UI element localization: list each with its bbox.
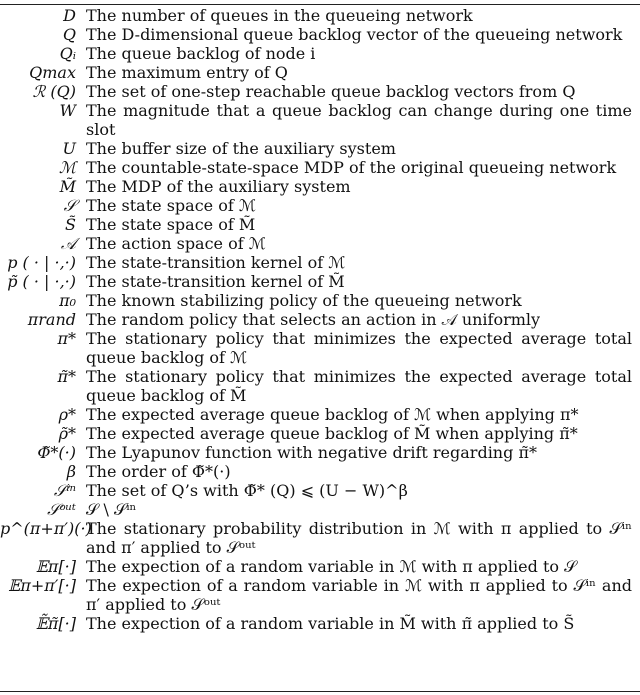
description-cell: The expection of a random variable in M̃ with π̃ applied to S̃ (86, 614, 575, 633)
table-row (0, 405, 640, 424)
table-row (0, 443, 640, 462)
symbol-cell: 𝔼̃π̃[·] (35, 614, 76, 633)
table-row (0, 500, 640, 519)
symbol-cell: p ( · | ·,·) (7, 253, 76, 272)
symbol-cell: π₀ (59, 291, 76, 310)
symbol-cell: D (63, 6, 76, 25)
description-cell: The number of queues in the queueing network (86, 6, 473, 25)
description-cell: The Lyapunov function with negative drift regarding π̃* (86, 443, 537, 462)
description-cell: The expection of a random variable in ℳ with π applied to 𝒮ⁱⁿ and π′ applied to 𝒮ᵒᵘᵗ (86, 576, 632, 614)
description-cell: The action space of ℳ (86, 234, 266, 253)
symbol-cell: Qmax (29, 63, 76, 82)
symbol-cell: p̃ ( · | ·,·) (7, 272, 76, 291)
symbol-cell: Qᵢ (59, 44, 76, 63)
table-row (0, 6, 640, 25)
table-row (0, 462, 640, 481)
table-row (0, 614, 640, 633)
symbol-cell: 𝒜 (60, 234, 76, 253)
description-cell: The stationary policy that minimizes the expected average total queue backlog of ℳ (86, 329, 632, 367)
symbol-cell: ρ* (58, 405, 76, 424)
description-cell: The random policy that selects an action in 𝒜 uniformly (86, 310, 541, 329)
description-cell: The magnitude that a queue backlog can change during one time slot (86, 101, 632, 139)
table-row (0, 25, 640, 44)
description-cell: The maximum entry of Q (86, 63, 288, 82)
symbol-cell: 𝒮ⁱⁿ (53, 481, 76, 500)
table-row (0, 272, 640, 291)
symbol-cell: 𝔼π+π′[·] (8, 576, 76, 595)
description-cell: The stationary probability distribution in ℳ with π applied to 𝒮ⁱⁿ and π′ applied to 𝒮ᵒᵘᵗ (86, 519, 632, 557)
symbol-cell: 𝒮 (63, 196, 76, 215)
description-cell: The state space of M̃ (86, 215, 256, 234)
description-cell: The set of one-step reachable queue backlog vectors from Q (86, 82, 576, 101)
description-cell: The countable-state-space MDP of the original queueing network (86, 158, 617, 177)
table-row (0, 291, 640, 310)
description-cell: The order of Φ̃*(·) (86, 462, 231, 481)
table-row (0, 367, 640, 405)
description-cell: The MDP of the auxiliary system (86, 177, 351, 196)
description-cell: The expected average queue backlog of ℳ when applying π* (86, 405, 579, 424)
description-cell: The known stabilizing policy of the queueing network (86, 291, 522, 310)
table-row (0, 101, 640, 139)
symbol-cell: ℳ (58, 158, 76, 177)
symbol-cell: p^(π+π′)(·) (0, 519, 92, 538)
description-cell: The D-dimensional queue backlog vector of the queueing network (86, 25, 623, 44)
symbol-cell: M̃ (59, 177, 76, 196)
top-rule (0, 4, 640, 5)
description-cell: 𝒮 \ 𝒮ⁱⁿ (86, 500, 137, 519)
description-cell: The expection of a random variable in ℳ with π applied to 𝒮 (86, 557, 577, 576)
symbol-cell: 𝒮ᵒᵘᵗ (47, 500, 76, 519)
table-row (0, 329, 640, 367)
symbol-cell: U (62, 139, 76, 158)
table-row (0, 63, 640, 82)
description-cell: The set of Q’s with Φ̃* (Q) ⩽ (U − W)^β (86, 481, 408, 500)
table-row (0, 82, 640, 101)
table-row (0, 158, 640, 177)
nomenclature-table (0, 6, 640, 633)
table-row (0, 44, 640, 63)
table-row (0, 196, 640, 215)
description-cell: The state space of ℳ (86, 196, 256, 215)
description-cell: The state-transition kernel of ℳ (86, 253, 346, 272)
table-row (0, 310, 640, 329)
table-row (0, 576, 640, 614)
symbol-cell: ℛ (Q) (32, 82, 76, 101)
table-row (0, 215, 640, 234)
description-cell: The state-transition kernel of M̃ (86, 272, 345, 291)
symbol-cell: Φ̃*(·) (37, 443, 76, 462)
description-cell: The stationary policy that minimizes the expected average total queue backlog of M̃ (86, 367, 632, 405)
symbol-cell: Q (62, 25, 76, 44)
table-row (0, 481, 640, 500)
description-cell: The expected average queue backlog of M̃ when applying π̃* (86, 424, 578, 443)
symbol-cell: β (66, 462, 76, 481)
table-row (0, 253, 640, 272)
symbol-cell: 𝔼π[·] (35, 557, 76, 576)
symbol-cell: πrand (27, 310, 76, 329)
symbol-cell: π̃* (57, 367, 76, 386)
table-row (0, 424, 640, 443)
table-row (0, 139, 640, 158)
table-row (0, 234, 640, 253)
symbol-cell: π* (57, 329, 76, 348)
symbol-cell: W (59, 101, 76, 120)
table-row (0, 557, 640, 576)
bottom-rule (0, 691, 640, 692)
symbol-cell: ρ̃* (58, 424, 76, 443)
description-cell: The buffer size of the auxiliary system (86, 139, 396, 158)
table-row (0, 519, 640, 557)
description-cell: The queue backlog of node i (86, 44, 316, 63)
symbol-cell: S̃ (65, 215, 76, 234)
table-row (0, 177, 640, 196)
